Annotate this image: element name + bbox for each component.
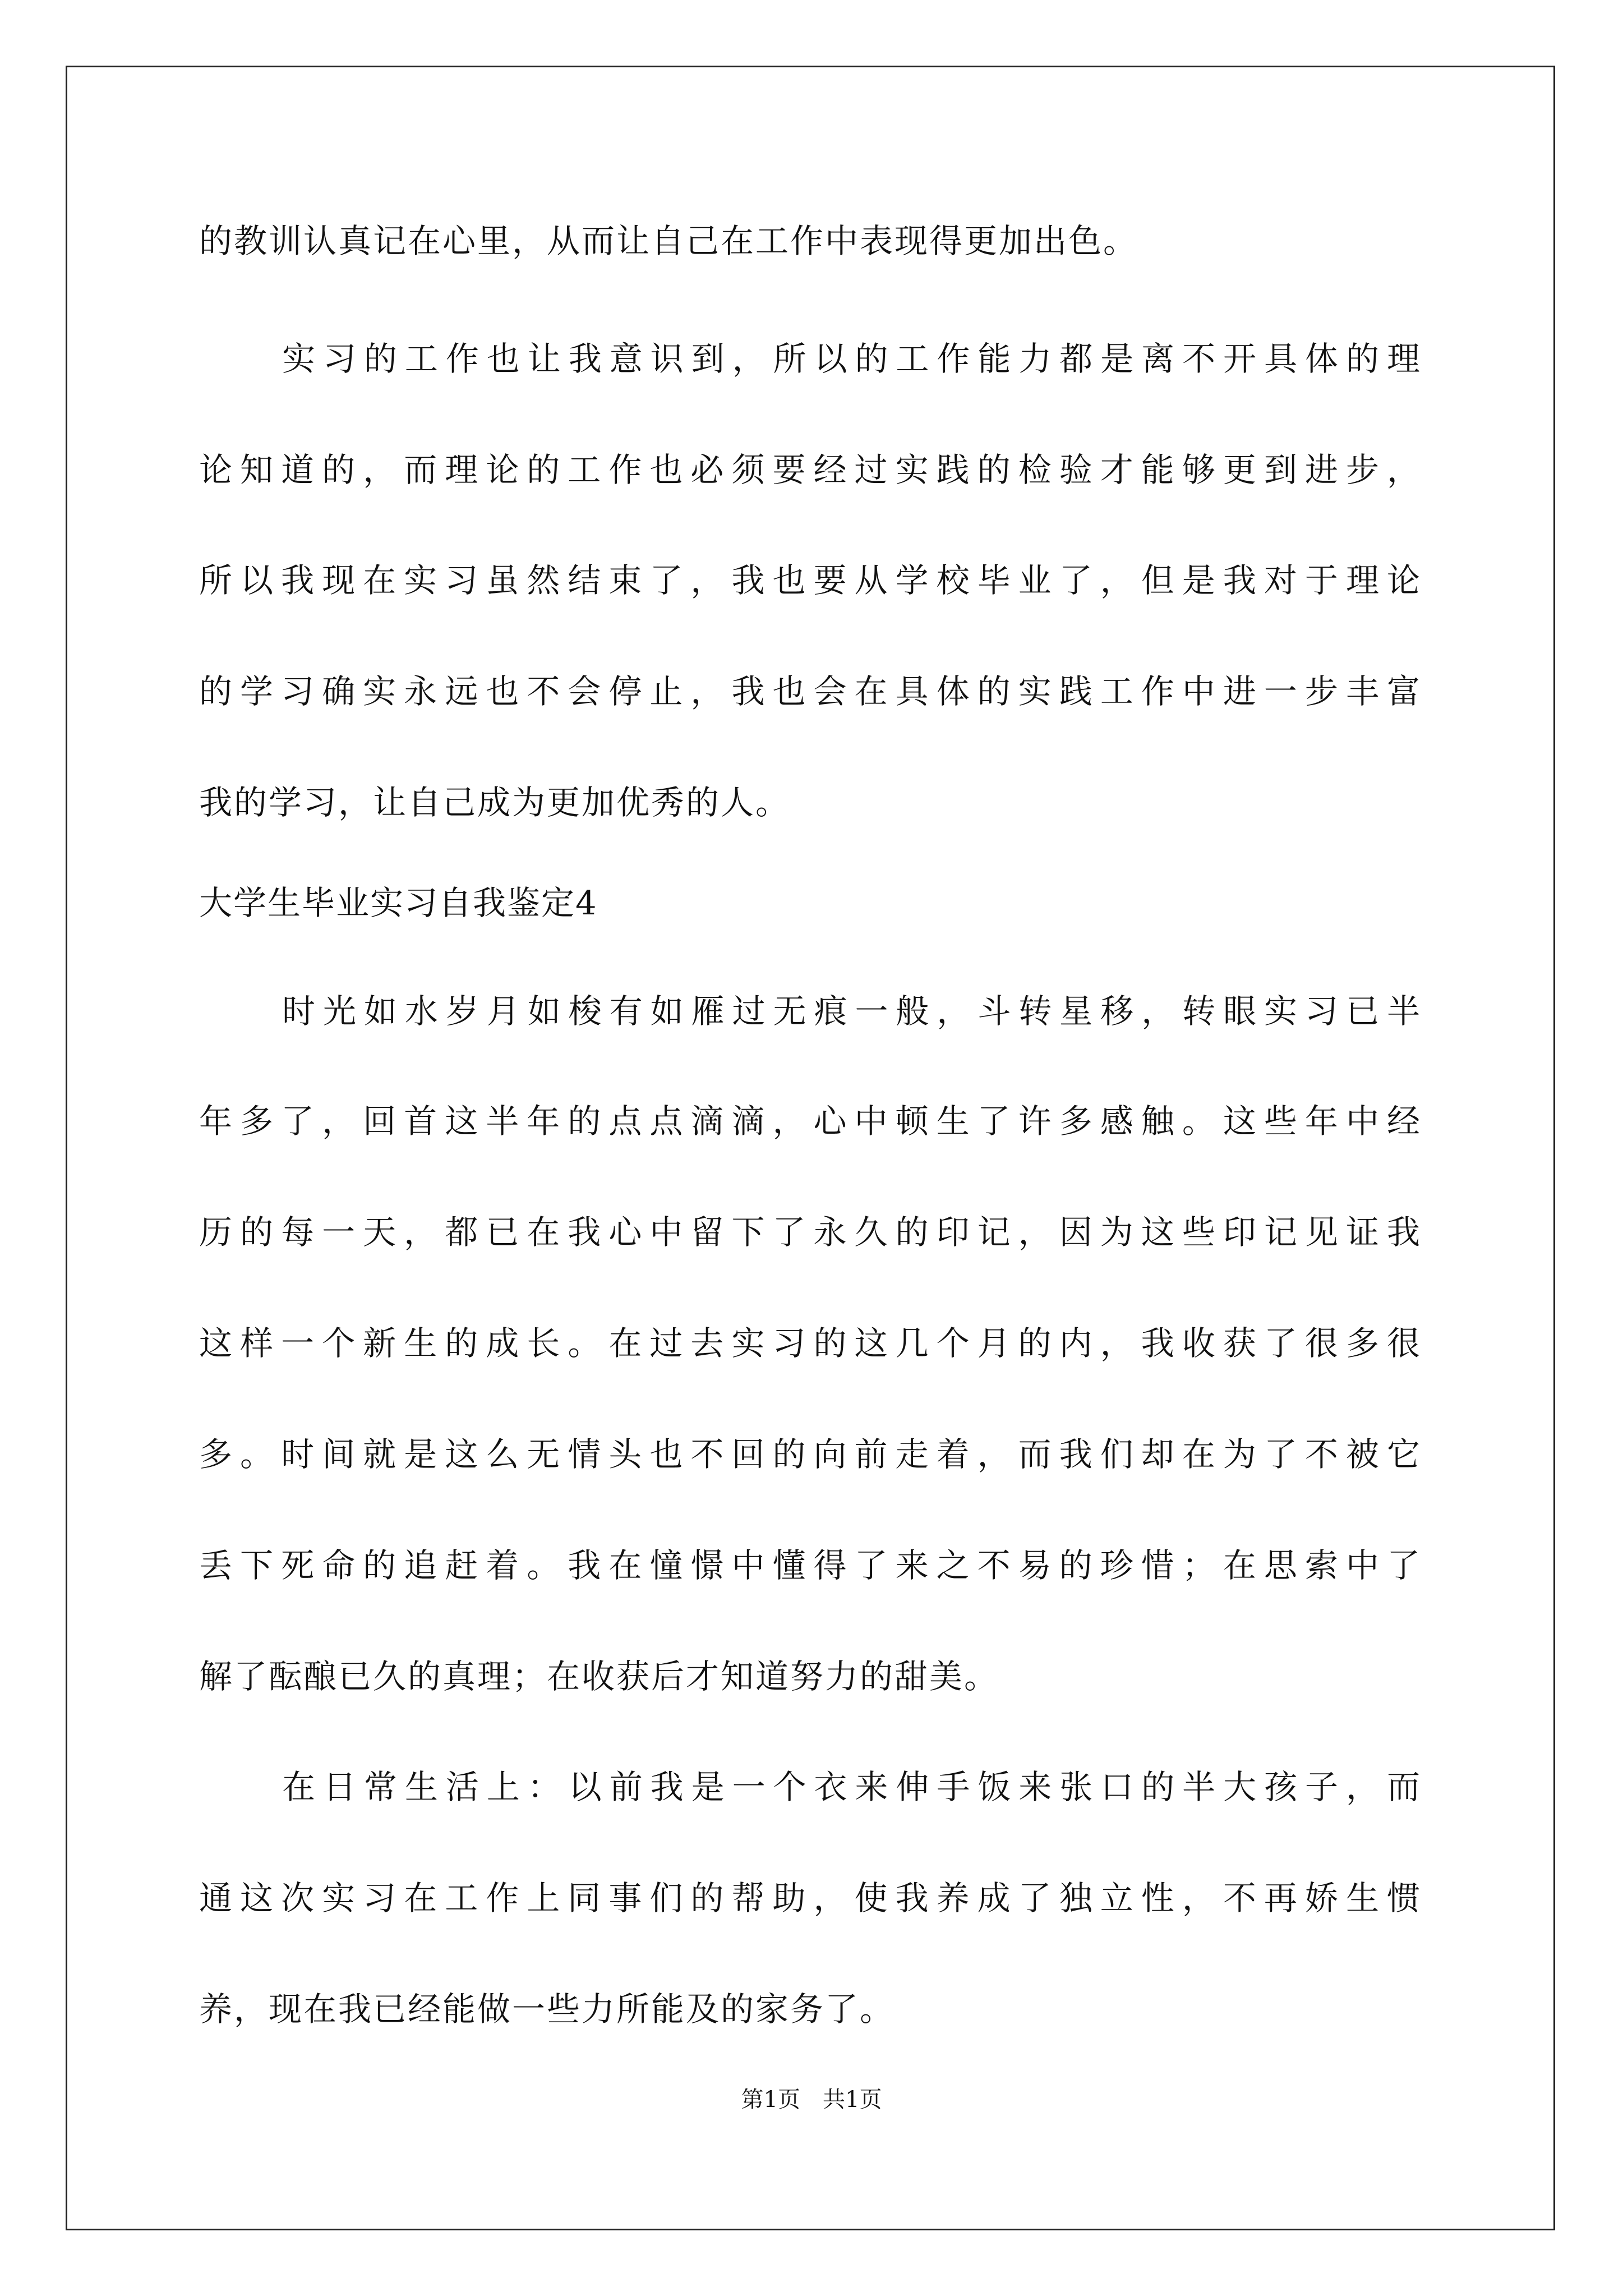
section-heading: 大学生毕业实习自我鉴定4 [199, 884, 598, 922]
body-line: 论知道的，而理论的工作也必须要经过实践的检验才能够更到进步， [199, 450, 1422, 489]
body-line: 时光如水岁月如梭有如雁过无痕一般，斗转星移，转眼实习已半 [282, 992, 1422, 1030]
body-line: 的教训认真记在心里，从而让自己在工作中表现得更加出色。 [199, 222, 1138, 260]
body-line: 这样一个新生的成长。在过去实习的这几个月的内，我收获了很多很 [199, 1324, 1422, 1363]
body-line: 丢下死命的追赶着。我在憧憬中懂得了来之不易的珍惜；在思索中了 [199, 1546, 1422, 1585]
body-line: 我的学习，让自己成为更加优秀的人。 [199, 783, 791, 822]
body-line: 历的每一天，都已在我心中留下了永久的印记，因为这些印记见证我 [199, 1213, 1422, 1251]
body-line: 解了酝酿已久的真理；在收获后才知道努力的甜美。 [199, 1657, 999, 1696]
body-line: 所以我现在实习虽然结束了，我也要从学校毕业了，但是我对于理论 [199, 561, 1422, 600]
body-line: 养，现在我已经能做一些力所能及的家务了。 [199, 1990, 895, 2028]
body-line: 通这次实习在工作上同事们的帮助，使我养成了独立性，不再娇生惯 [199, 1879, 1422, 1917]
body-line: 的学习确实永远也不会停止，我也会在具体的实践工作中进一步丰富 [199, 672, 1422, 711]
body-line: 在日常生活上：以前我是一个衣来伸手饭来张口的半大孩子，而 [282, 1768, 1422, 1806]
page-footer: 第1页 共1页 [741, 2087, 882, 2113]
body-line: 多。时间就是这么无情头也不回的向前走着，而我们却在为了不被它 [199, 1435, 1422, 1474]
body-line: 年多了，回首这半年的点点滴滴，心中顿生了许多感触。这些年中经 [199, 1102, 1422, 1140]
body-line: 实习的工作也让我意识到，所以的工作能力都是离不开具体的理 [282, 339, 1422, 378]
